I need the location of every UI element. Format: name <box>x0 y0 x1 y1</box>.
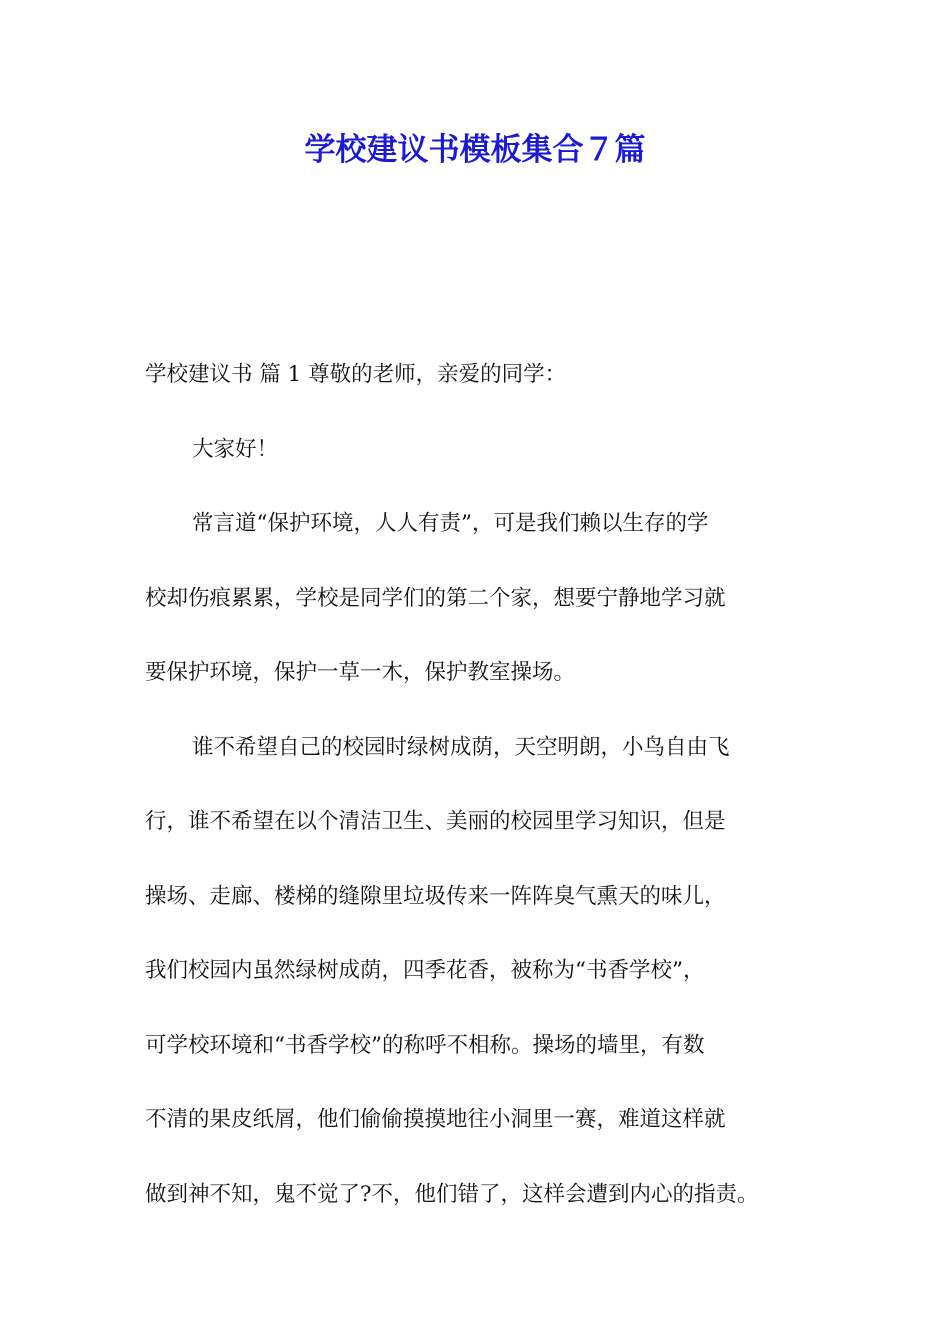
body-line: 大家好！ <box>192 436 279 462</box>
body-line: 校却伤痕累累，学校是同学们的第二个家，想要宁静地学习就 <box>145 585 726 611</box>
body-line: 操场、走廊、楼梯的缝隙里垃圾传来一阵阵臭气熏天的味儿， <box>145 883 726 909</box>
body-line: 要保护环境，保护一草一木，保护教室操场。 <box>145 660 576 685</box>
body-line: 学校建议书 篇 1 尊敬的老师，亲爱的同学： <box>145 362 567 387</box>
body-line: 谁不希望自己的校园时绿树成荫，天空明朗，小鸟自由飞 <box>192 734 730 760</box>
document-body <box>145 338 810 1232</box>
body-line: 做到神不知，鬼不觉了?不，他们错了，这样会遭到内心的指责。 <box>145 1181 759 1207</box>
document-title: 学校建议书模板集合７篇 <box>304 132 646 168</box>
body-line: 行，谁不希望在以个清洁卫生、美丽的校园里学习知识，但是 <box>145 809 726 834</box>
body-line: 常言道“保护环境，人人有责”，可是我们赖以生存的学 <box>192 511 709 536</box>
body-line: 可学校环境和“书香学校”的称呼不相称。操场的墙里，有数 <box>145 1032 705 1058</box>
body-line: 我们校园内虽然绿树成荫，四季花香，被称为“书香学校”， <box>145 958 705 983</box>
body-line: 不清的果皮纸屑，他们偷偷摸摸地往小洞里一赛，难道这样就 <box>145 1107 726 1132</box>
